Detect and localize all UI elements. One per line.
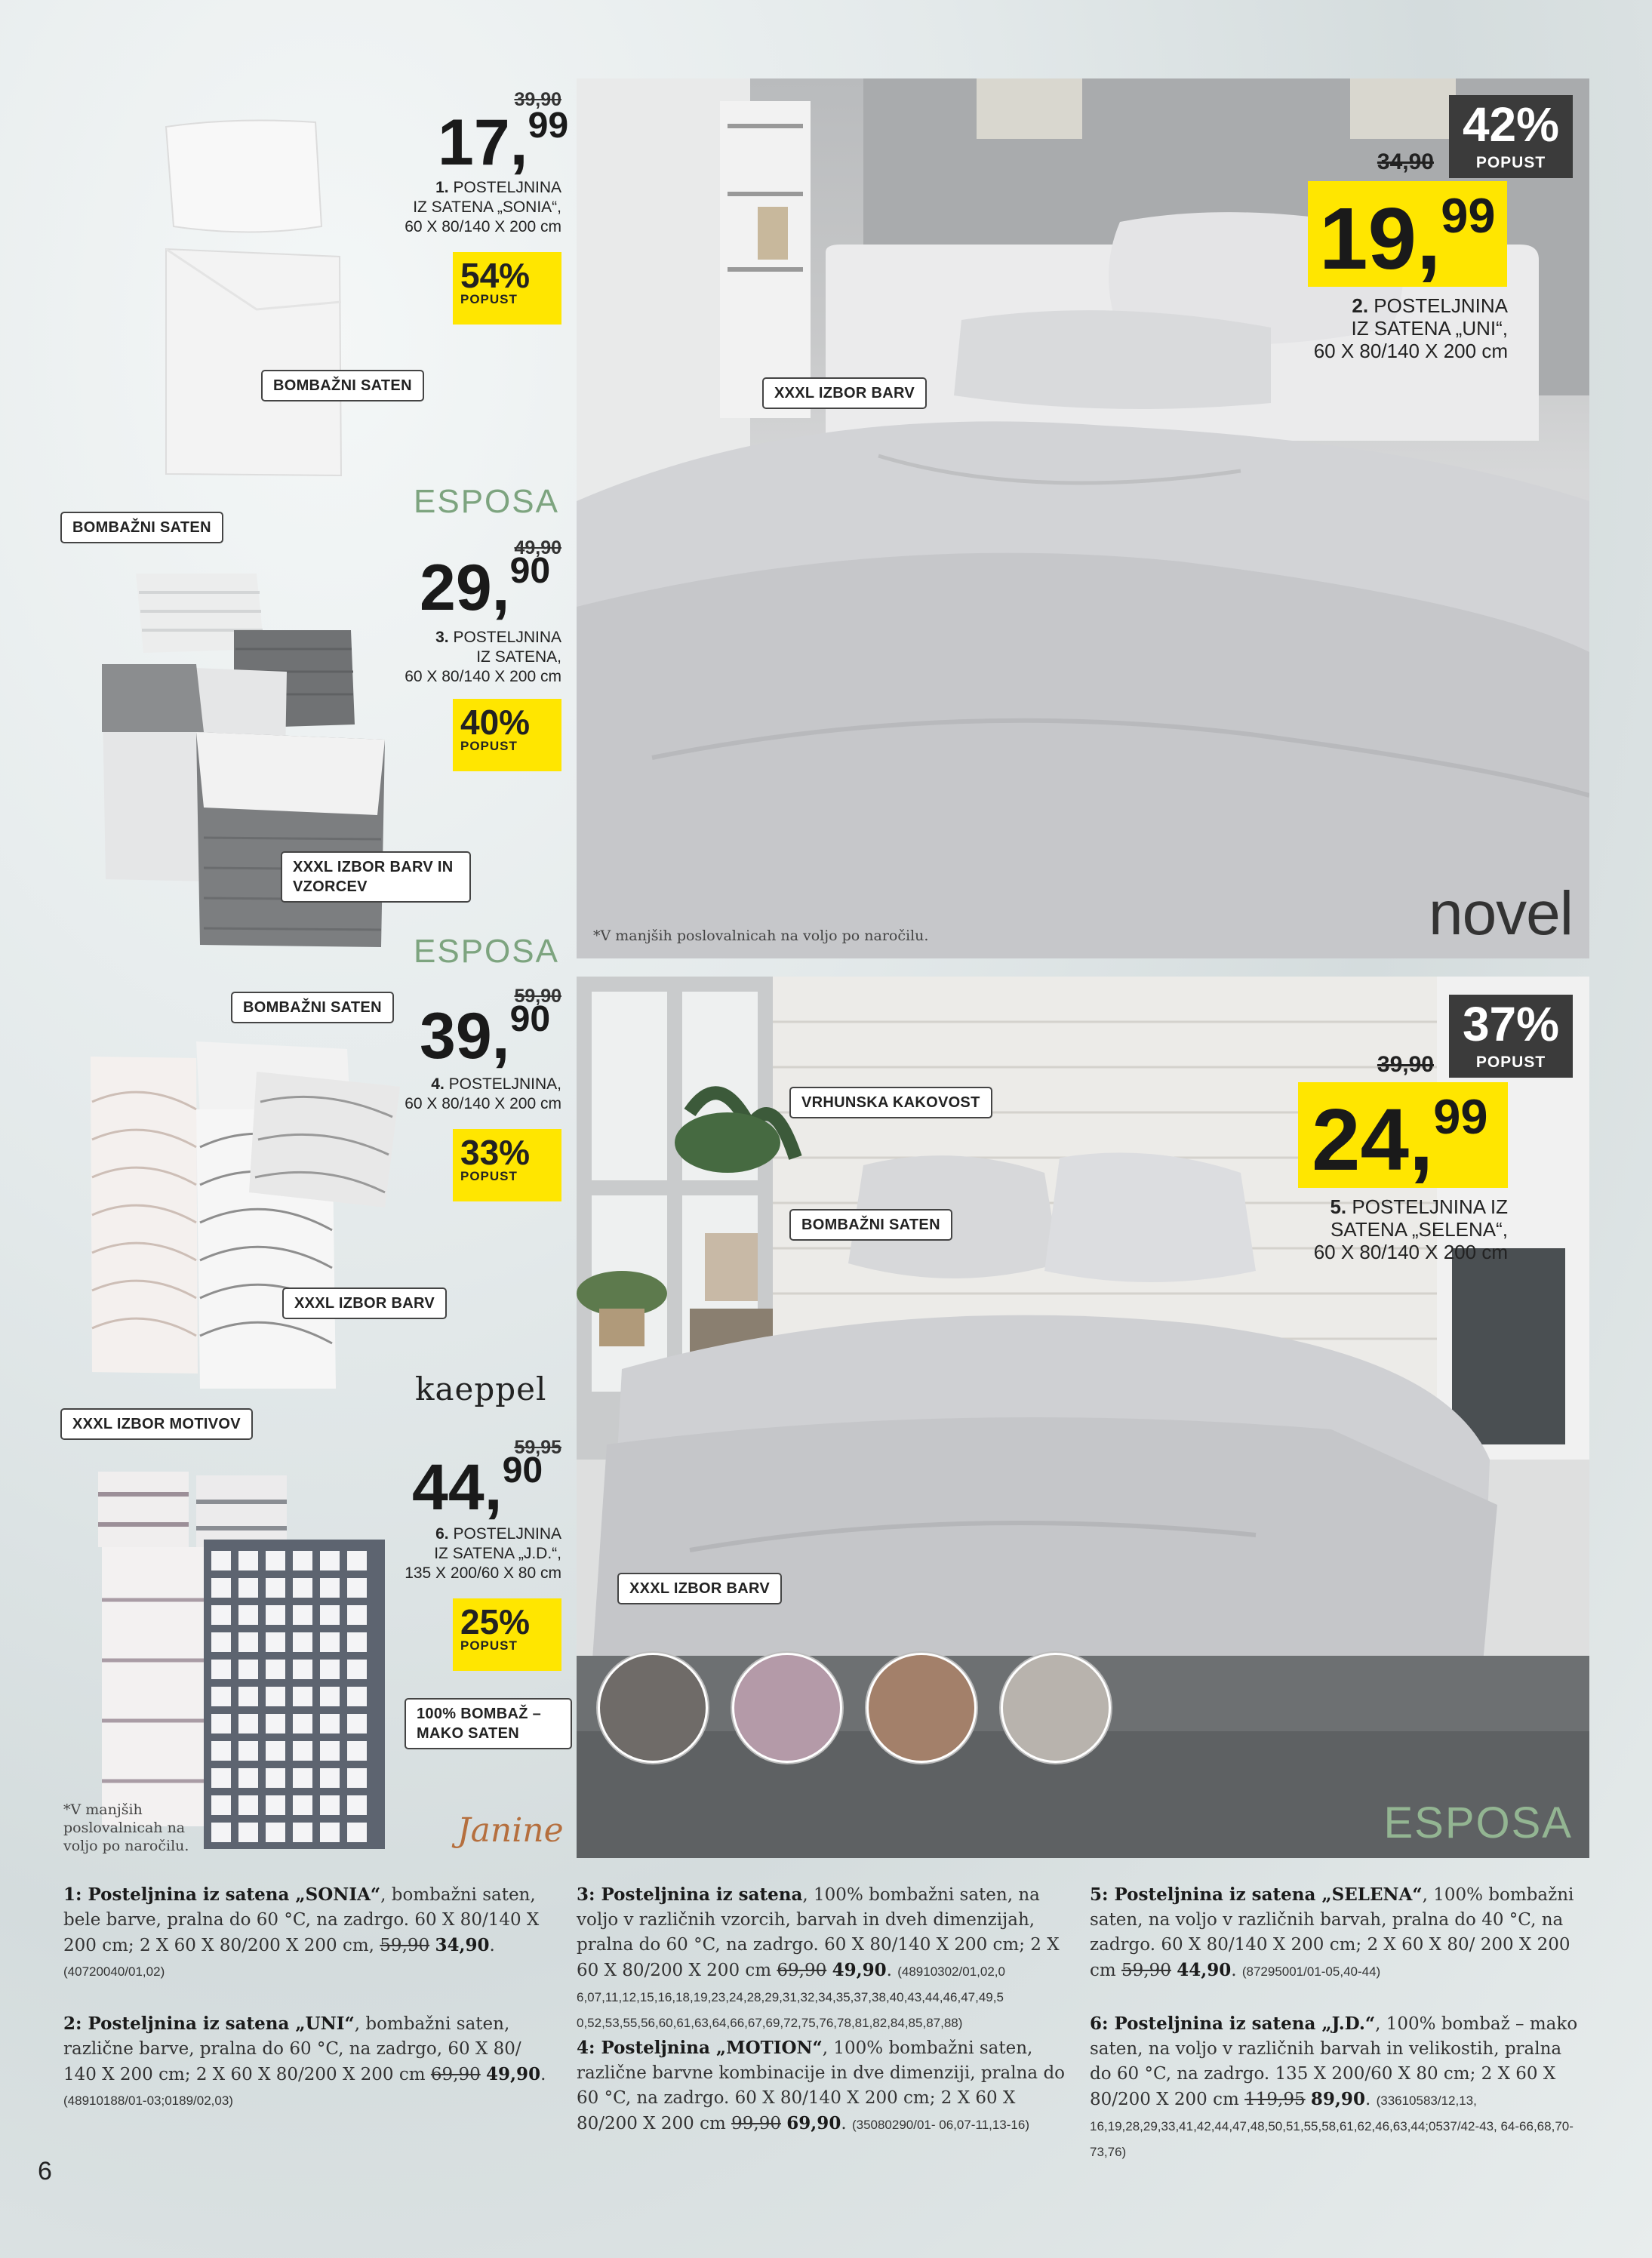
- title-line: IZ SATENA „J.D.“,: [434, 1545, 561, 1562]
- brand-logo-esposa: ESPOSA: [414, 933, 559, 970]
- title-line: IZ SATENA „SONIA“,: [413, 198, 561, 216]
- discount-value: 33%: [460, 1133, 531, 1172]
- product-description: [332, 628, 561, 687]
- title-line: POSTELJNINA: [453, 179, 561, 196]
- feature-tag: VRHUNSKA KAKOVOST: [789, 1087, 992, 1118]
- footer-col-1: [63, 1882, 546, 2113]
- product-number: 5.: [1330, 1195, 1347, 1218]
- title-line: 60 X 80/140 X 200 cm: [1313, 340, 1508, 362]
- product-image-motion: [83, 1011, 408, 1404]
- feature-tag: XXXL IZBOR MOTIVOV: [60, 1408, 253, 1440]
- title-line: 135 X 200/60 X 80 cm: [405, 1564, 561, 1582]
- feature-tag: BOMBAŽNI SATEN: [789, 1209, 952, 1241]
- price-main: 44,: [412, 1451, 503, 1524]
- feature-tag: BOMBAŽNI SATEN: [231, 992, 394, 1023]
- title-line: POSTELJNINA: [453, 1525, 561, 1543]
- price: [420, 998, 551, 1072]
- title-line: 60 X 80/140 X 200 cm: [1313, 1241, 1508, 1263]
- discount-label: POPUST: [1475, 154, 1546, 171]
- price: [412, 1450, 543, 1524]
- product-number: 2.: [1352, 294, 1369, 317]
- discount-label: POPUST: [1475, 1054, 1546, 1071]
- discount-badge: [453, 1129, 561, 1201]
- discount-badge: [453, 252, 561, 325]
- footer-item-5: 5: Posteljnina iz satena „SELENA“, 100% bombažni saten, na voljo v različnih barvah, pralna do 40 °C, na zadrgo. 60 X 80/140 X 200 cm; 2 X 60 X 80/ 200 X 200 cm 59,90 44,90. (87295001/01-05,40-44): [1090, 1884, 1574, 1980]
- old-price: 59,95: [514, 1437, 561, 1458]
- footer-item-4: 4: Posteljnina „MOTION“, 100% bombažni saten, različne barvne kombinacije in dve dimenziji, pralna do 60 °C, na zadrgo. 60 X 80/140 X 200 cm; 2 X 60 X 80/200 X 200 cm 99,90 69,90. (35080290/01- 06,07-11,13-16): [577, 2038, 1066, 2133]
- footer-col-3: [1090, 1882, 1580, 2164]
- discount-badge: [453, 1598, 561, 1671]
- color-swatch[interactable]: [598, 1653, 708, 1763]
- price: [420, 550, 551, 624]
- product-description: [332, 1075, 561, 1114]
- price-cents: 99: [1441, 188, 1496, 243]
- color-swatch[interactable]: [732, 1653, 842, 1763]
- footnote: *V manjših poslovalnicah na voljo po naročilu.: [593, 928, 929, 944]
- title-line: POSTELJNINA: [1374, 294, 1508, 317]
- footer-item-2: 2: Posteljnina iz satena „UNI“, bombažni saten, različne barve, pralna do 60 °C, na zadrgo, 60 X 80/ 140 X 200 cm; 2 X 60 X 80/200 X 200 cm 69,90 49,90. (48910188/01-03;0189/02,03): [63, 2013, 546, 2108]
- title-line: POSTELJNINA: [453, 629, 561, 646]
- feature-tag: XXXL IZBOR BARV IN VZORCEV: [281, 851, 471, 903]
- price-main: 39,: [420, 1000, 510, 1072]
- color-swatch[interactable]: [866, 1653, 977, 1763]
- color-swatch[interactable]: [1001, 1653, 1111, 1763]
- price-cents: 90: [509, 550, 551, 591]
- title-line: IZ SATENA,: [476, 648, 561, 666]
- discount-badge: [1449, 995, 1573, 1078]
- title-line: IZ SATENA „UNI“,: [1351, 317, 1508, 340]
- price-main: 19,: [1319, 189, 1441, 288]
- title-line: SATENA „SELENA“,: [1330, 1218, 1508, 1241]
- title-line: POSTELJNINA IZ: [1352, 1195, 1508, 1218]
- price: [1319, 188, 1496, 288]
- discount-label: POPUST: [460, 292, 518, 306]
- brand-logo-esposa: ESPOSA: [414, 483, 559, 520]
- product-image-sonia: [143, 113, 355, 483]
- brand-logo-novel: novel: [1428, 879, 1573, 948]
- price-cents: 99: [1433, 1089, 1488, 1144]
- price-main: 29,: [420, 552, 510, 624]
- price-main: 24,: [1312, 1091, 1434, 1189]
- feature-tag: XXXL IZBOR BARV: [762, 377, 927, 409]
- feature-tag: BOMBAŽNI SATEN: [261, 370, 424, 401]
- old-price: 39,90: [1377, 1052, 1434, 1077]
- brand-logo-kaeppel: kaeppel: [415, 1370, 547, 1407]
- footnote: *V manjših poslovalnicah na voljo po naročilu.: [63, 1801, 189, 1854]
- old-price: 49,90: [514, 537, 561, 558]
- footer-col-2: [577, 1882, 1075, 2137]
- feature-tag: XXXL IZBOR BARV: [282, 1287, 447, 1319]
- brand-logo-esposa: ESPOSA: [1383, 1798, 1573, 1847]
- product-description: [1238, 294, 1508, 362]
- discount-value: 42%: [1462, 97, 1560, 152]
- discount-label: POPUST: [460, 1169, 518, 1183]
- discount-badge: [453, 699, 561, 771]
- product-image-jd: [91, 1449, 392, 1857]
- price: [1312, 1089, 1488, 1189]
- discount-label: POPUST: [460, 739, 518, 753]
- old-price: 34,90: [1377, 149, 1434, 174]
- product-number: 4.: [431, 1075, 445, 1093]
- brand-logo-janine: Janine: [457, 1811, 564, 1850]
- footer-item-3: 3: Posteljnina iz satena, 100% bombažni saten, na voljo v različnih vzorcih, barvah in dveh dimenzijah, pralna do 60 °C, na zadrgo. 60 X 80/140 X 200 cm; 2 X 60 X 80/200 X 200 cm 69,90 49,90. (48910302/01,02,0 6,07,11,12,15,16,18,19,23,24,28,29,31,32,34,35,37,38,40,43,44,46,47,49,5 0,52,53,55,56,60,61,63,64,66,67,69,72,75,76,78,81,82,84,85,87,88): [577, 1884, 1060, 2030]
- title-line: 60 X 80/140 X 200 cm: [405, 218, 561, 235]
- price-cents: 99: [528, 105, 569, 146]
- feature-tag: BOMBAŽNI SATEN: [60, 512, 223, 543]
- product-description: [332, 1524, 561, 1583]
- title-line: 60 X 80/140 X 200 cm: [405, 1095, 561, 1112]
- discount-value: 40%: [460, 703, 531, 742]
- footer-item-1: 1: Posteljnina iz satena „SONIA“, bombažni saten, bele barve, pralna do 60 °C, na zadrgo. 60 X 80/140 X 200 cm; 2 X 60 X 80/200 X 200 cm, 59,90 34,90. (40720040/01,02): [63, 1884, 540, 1979]
- product-number: 1.: [435, 179, 449, 196]
- footer-item-6: 6: Posteljnina iz satena „J.D.“, 100% bombaž – mako saten, na voljo v različnih barvah in velikostih, pralna do 60 °C, na zadrgo. 135 X 200/60 X 80 cm; 2 X 60 X 80/200 X 200 cm 119,95 89,90. (33610583/12,13, 16,19,28,29,33,41,42,44,47,48,50,51,55,58,61,62,46,63,44;0537/42-43, 64-66,68,70-73,76): [1090, 2013, 1578, 2159]
- product-number: 3.: [435, 629, 449, 646]
- product-description: [1238, 1195, 1508, 1263]
- title-line: 60 X 80/140 X 200 cm: [405, 668, 561, 685]
- old-price: 59,90: [514, 986, 561, 1007]
- price-cents: 90: [509, 998, 551, 1039]
- discount-label: POPUST: [460, 1638, 518, 1653]
- product-description: [332, 178, 561, 237]
- price: [438, 105, 569, 179]
- old-price: 39,90: [514, 89, 561, 110]
- price-main: 17,: [438, 106, 528, 179]
- discount-value: 25%: [460, 1602, 531, 1641]
- title-line: POSTELJNINA,: [448, 1075, 561, 1093]
- page-number: 6: [38, 2157, 52, 2186]
- discount-value: 37%: [1462, 997, 1560, 1051]
- feature-tag: 100% BOMBAŽ – MAKO SATEN: [405, 1698, 572, 1749]
- price-cents: 90: [502, 1450, 543, 1490]
- discount-value: 54%: [460, 256, 531, 295]
- feature-tag: XXXL IZBOR BARV: [617, 1573, 782, 1604]
- product-number: 6.: [435, 1525, 449, 1543]
- discount-badge: [1449, 95, 1573, 178]
